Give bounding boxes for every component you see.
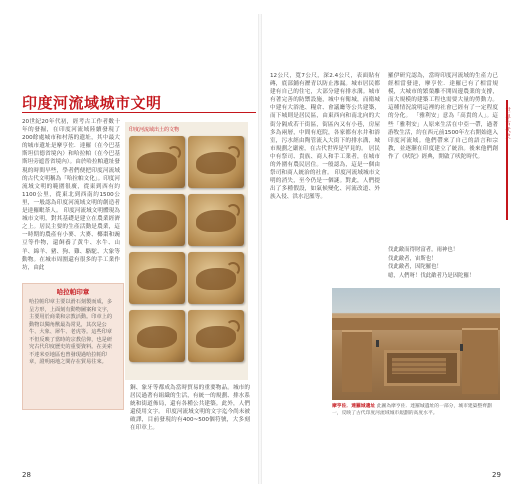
seal-unicorn bbox=[129, 136, 185, 188]
left-column-2-paragraph: 銅、象牙等都成為當時貿易的重要物品。城市的居民過著有組織的生活，有統一的規劃、排水系統和街道佈局，還有各種公共建築。此外，人們還使用文字。 印度河流域文明的文字迄今尚未被破譯，目前發現約有400~500個符號，大多刻在印章上。 bbox=[130, 385, 250, 432]
right-column-2-text bbox=[388, 72, 498, 242]
photo-caption-title: 摩亨佐．達羅城遺址 bbox=[332, 404, 376, 409]
left-column-2-text bbox=[130, 384, 250, 466]
photo-caption bbox=[332, 404, 500, 417]
seal-rhino bbox=[188, 194, 244, 246]
chapter-title: 印度河流域城市文明 bbox=[22, 94, 162, 112]
left-column-text bbox=[22, 118, 120, 280]
seal-zebu bbox=[188, 252, 244, 304]
sidebar-title: 哈拉帕印章 bbox=[56, 288, 90, 296]
sidebar-text: 哈拉帕印章主要以滑石刻製而成，多呈方形，上面刻有動物圖案和文字，主要用於商業和宗教活動。印章上的動物以獨角獸最為常見，其次是公牛、大象、犀牛、老虎等。這些印章不但反映了當時的宗教信仰，也是研究古代印度歷史的重要資料。在美索不達米亞地區也曾發現過哈拉帕印章，證明兩地之間存在貿易往來。 bbox=[29, 299, 113, 365]
page-number-left: 28 bbox=[22, 471, 31, 479]
ruins-photo bbox=[332, 288, 500, 400]
left-column-paragraph: 20世紀20年代初，經考古工作者數十年的發掘，在印度河流域陸續發現了200餘處城市和村落的遺址，其中最大的城市遺址是摩亨佐．達羅（在今巴基斯坦信德省境內）和哈拉帕（在今巴基斯坦旁遮普省境內）。由於哈拉帕遺址發現的時間早些，學者們便把印度河流域的古代文明稱為「哈拉帕文化」。印度河流域文明的範圍很廣，從東到西有約1100公里，從東北到西南約1500公里，一般認為印度河流域文明的創造者是達羅毗荼人。 印度河流域文明體現為城市文明，對其基礎是建立在農業經濟之上。居民主要的生產活動是農業，這一時期的農產有小麥、大麥、椰棗和豌豆等作物，還飼養了黃牛、水牛、山羊、綿羊、豬、狗、雞、駱駝、大象等動物。在城市周圍還有很多的手工業作坊，由此 bbox=[22, 119, 120, 271]
right-column-1-paragraph: 12公尺，寬7公尺，深2.4公尺，表面貼有磚，底部鋪有瀝青以防止滲漏。城市居民都建有自己的住宅，大部分建有排水溝。城市有著完善的防禦設施，城中有衛城，而衛城中建有大浴池、糧倉、會議廳等公共建築，而下城則是居民區，由東西向和南北向的大街分隔成若干街區，街區內又有小巷，房屋多為兩層，中間有庭院，各家都有水井和浴室，污水經由陶管流入大街下的排水溝，城市規劃之嚴密，在古代世界是罕見的。 居民中有祭司、貴族、商人和手工業者，在城市的外圍有農民居住。一般認為，這是一個由祭司和商人統治的社會。 印度河流域城市文明的消失，至今仍是一個謎。對此，人們提出了多種假設，如氣候變化、河流改道、外族入侵、洪水氾濫等。 bbox=[270, 73, 380, 201]
seals-caption: 印度河流域出土的文物 bbox=[129, 127, 180, 133]
seal-goat bbox=[129, 310, 185, 362]
title-underline bbox=[22, 112, 256, 113]
vedic-quote: 伐此敵而得財富者，雨神也！ 伐此敵者，宙斯也！ 伐此敵者，因陀羅也！ 噫，人們呀！伐此敵者乃是因陀羅！ bbox=[388, 247, 475, 279]
seals-image bbox=[125, 122, 248, 380]
seal-tiger bbox=[129, 252, 185, 304]
photo-caption-text: 此圖為摩亨佐．達羅城遺址的一部分，城市建築整齊劃一，反映了古代印度河流域城市規劃的高度水平。 bbox=[332, 404, 492, 416]
page-number-right: 29 bbox=[492, 471, 501, 479]
seal-bull bbox=[188, 136, 244, 188]
sidebar-box bbox=[22, 283, 124, 410]
section-tab bbox=[504, 60, 512, 220]
seal-ox bbox=[188, 310, 244, 362]
section-tab-label: 世界古代史 bbox=[505, 108, 511, 140]
seal-elephant bbox=[129, 194, 185, 246]
right-column-1-text bbox=[270, 72, 380, 282]
right-column-2-paragraph: 羅伊研究認為，當時印度河流域的生產力已經相當發達，摩亨佐．達羅已有了相當規模，大城市的繁榮離不開周邊農業的支撐，而大規模的建築工程也需要大量的勞動力。這種情況說明這裡的社會已經有了一定程度的分化。 「雅利安」意為「高貴的人」。這些「雅利安」人原來生活在中亞一帶，過著游牧生活，約在西元前1500年左右開始進入印度河流域。他們帶來了自己的語言和宗教，並逐漸在印度建立了統治。後來他們創作了《吠陀》經典，開啟了吠陀時代。 bbox=[388, 73, 498, 160]
